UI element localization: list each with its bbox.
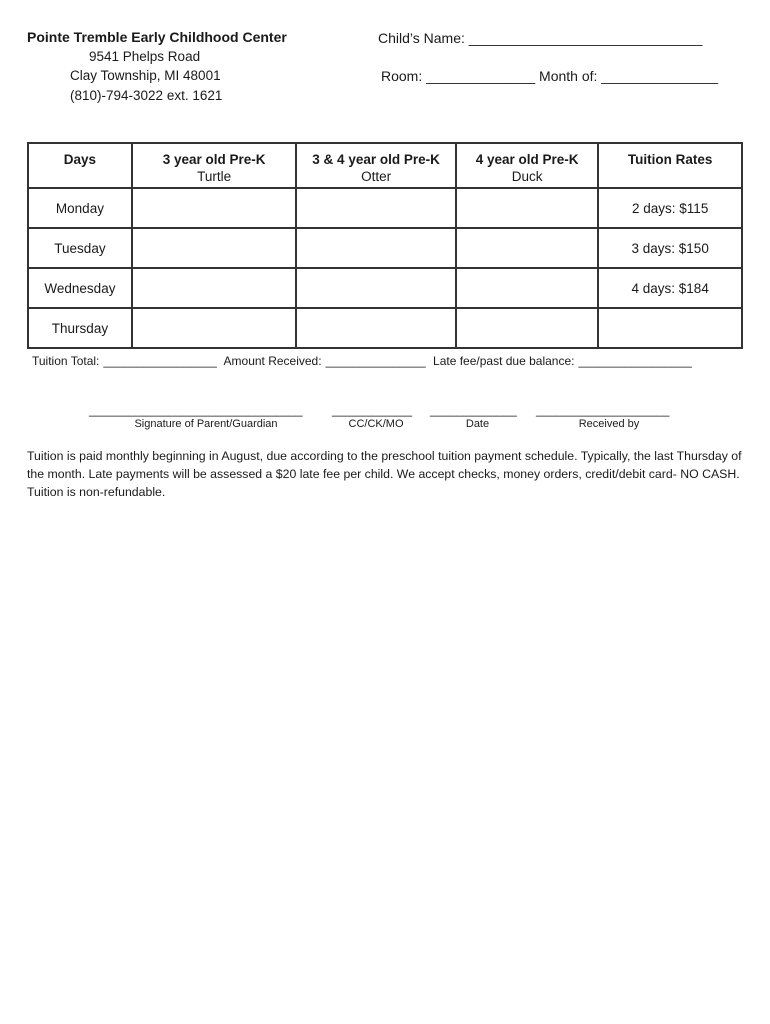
room-line[interactable]: ______________: [426, 68, 536, 84]
late-fee-line[interactable]: _________________: [578, 354, 692, 368]
day-cell: Thursday: [28, 308, 132, 348]
child-name-field[interactable]: [378, 30, 702, 46]
month-line[interactable]: _______________: [601, 68, 719, 84]
otter-cell[interactable]: [296, 228, 455, 268]
organization-name: Pointe Tremble Early Childhood Center: [27, 29, 287, 45]
phone-number: (810)-794-3022 ext. 1621: [70, 88, 223, 103]
duck-cell[interactable]: [456, 228, 599, 268]
otter-cell[interactable]: [296, 188, 455, 228]
header-days: Days: [28, 143, 132, 188]
rate-cell: 3 days: $150: [598, 228, 742, 268]
amount-received-label: Amount Received:: [223, 354, 322, 368]
totals-row: [32, 354, 696, 368]
parent-signature-label: Signature of Parent/Guardian: [134, 418, 278, 430]
payment-method-label: CC/CK/MO: [348, 418, 404, 430]
date-line[interactable]: _____________: [430, 403, 517, 417]
schedule-table: [27, 142, 743, 349]
duck-cell[interactable]: [456, 268, 599, 308]
child-name-line[interactable]: ______________________________: [468, 30, 703, 46]
tuition-total-label: Tuition Total:: [32, 354, 100, 368]
day-cell: Monday: [28, 188, 132, 228]
rate-cell: 2 days: $115: [598, 188, 742, 228]
turtle-cell[interactable]: [132, 188, 296, 228]
header-tuition-rates: Tuition Rates: [598, 143, 742, 188]
rate-cell: 4 days: $184: [598, 268, 742, 308]
turtle-cell[interactable]: [132, 268, 296, 308]
room-label: Room:: [381, 68, 423, 84]
tuition-total-line[interactable]: _________________: [103, 354, 217, 368]
day-cell: Tuesday: [28, 228, 132, 268]
table-header-row: [28, 143, 742, 188]
parent-signature-line[interactable]: ________________________________: [89, 403, 303, 417]
day-cell: Wednesday: [28, 268, 132, 308]
date-label: Date: [465, 418, 490, 430]
otter-cell[interactable]: [296, 308, 455, 348]
address-line-2: Clay Township, MI 48001: [70, 68, 221, 83]
payment-method-line[interactable]: ____________: [332, 403, 413, 417]
table-row: [28, 308, 742, 348]
amount-received-line[interactable]: _______________: [325, 354, 426, 368]
month-label: Month of:: [539, 68, 598, 84]
duck-cell[interactable]: [456, 188, 599, 228]
duck-cell[interactable]: [456, 308, 599, 348]
header-otter: 3 & 4 year old Pre-K Otter: [296, 143, 455, 188]
address-line-1: 9541 Phelps Road: [89, 49, 201, 64]
child-name-label: Child’s Name:: [378, 30, 465, 46]
received-by-label: Received by: [578, 418, 640, 430]
table-row: [28, 188, 742, 228]
turtle-cell[interactable]: [132, 308, 296, 348]
late-fee-label: Late fee/past due balance:: [433, 354, 575, 368]
room-month-field[interactable]: [381, 68, 718, 84]
payment-policy-text: Tuition is paid monthly beginning in August, due according to the preschool tuition payment schedule. Typically, the last Thursday of the month. Late payments will be assessed a $20 late fee per child. We accept checks, money orders, credit/debit card- NO CASH. Tuition is non-refundable.: [27, 449, 742, 499]
otter-cell[interactable]: [296, 268, 455, 308]
table-row: [28, 228, 742, 268]
header-turtle: 3 year old Pre-K Turtle: [132, 143, 296, 188]
header-duck: 4 year old Pre-K Duck: [456, 143, 599, 188]
turtle-cell[interactable]: [132, 228, 296, 268]
table-row: [28, 268, 742, 308]
rate-cell: [598, 308, 742, 348]
received-by-line[interactable]: ____________________: [536, 403, 670, 417]
